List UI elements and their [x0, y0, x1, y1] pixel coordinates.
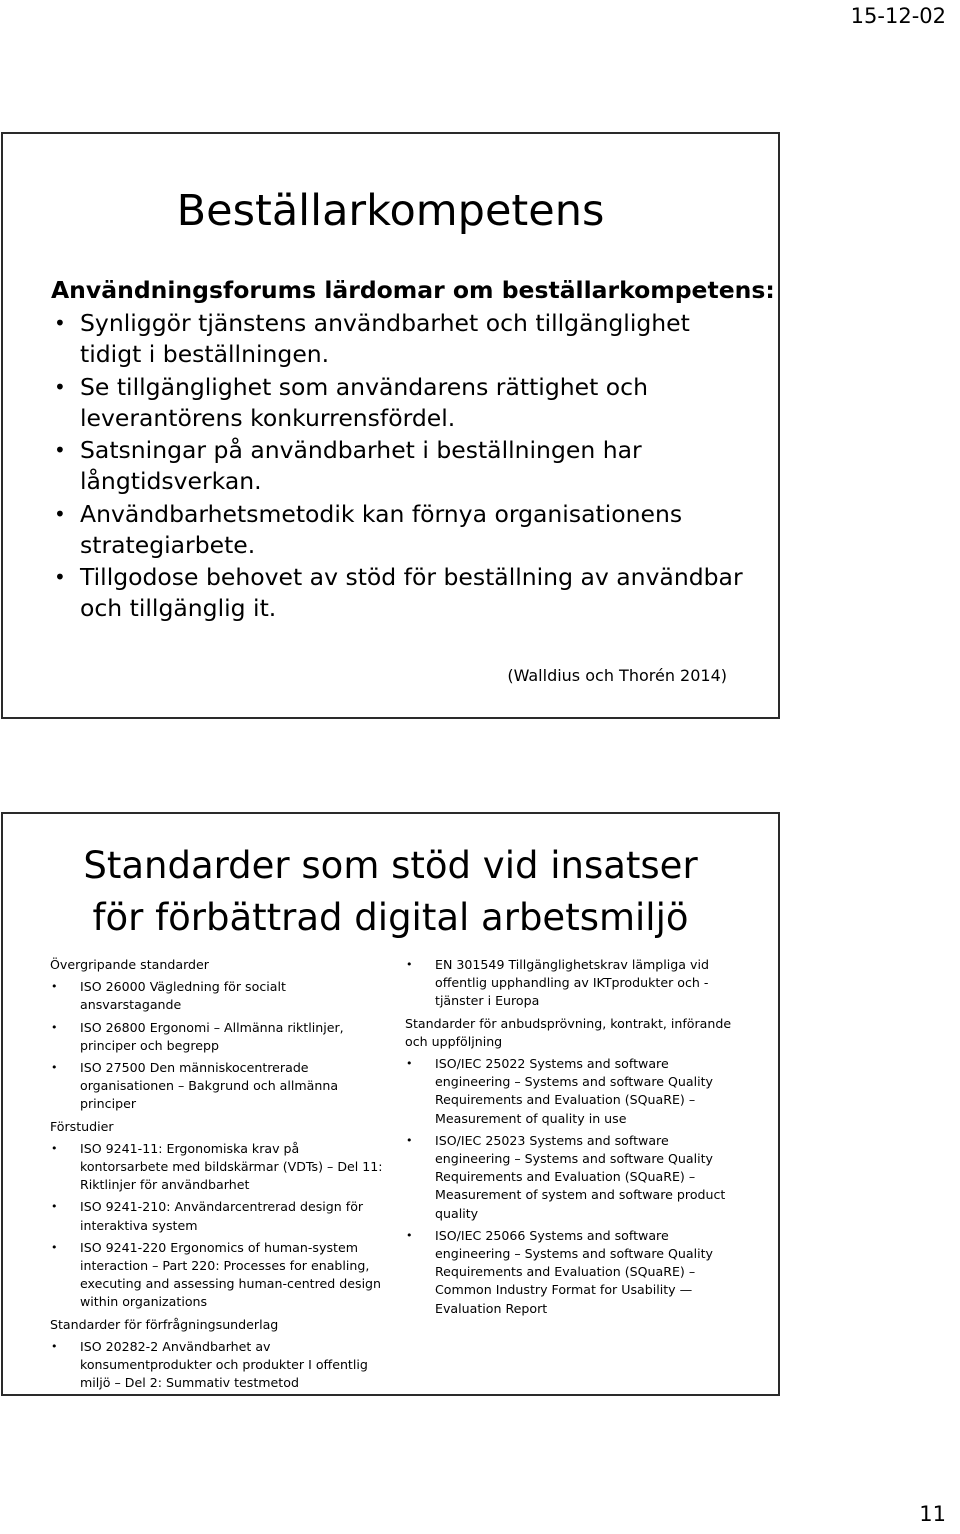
group-label: Standarder för förfrågningsunderlag — [50, 1316, 279, 1332]
title-line-1: Standarder som stöd vid insatser — [83, 844, 698, 887]
left-column — [50, 956, 385, 1396]
group-label: Övergripande standarder — [50, 957, 209, 972]
slide-title: Beställarkompetens — [176, 186, 605, 236]
group-label: Standarder för anbudsprövning, kontrakt, införande och uppföljning — [405, 1015, 732, 1049]
list-item: • Se tillgänglighet som användarens rättighet och leverantörens konkurrensfördel. — [51, 372, 751, 434]
list-item: • ISO 9241-11: Ergonomiska krav på kontorsarbete med bildskärmar (VDTs) – Del 11: Riktlinjer för användbarhet — [50, 1140, 385, 1195]
title-line-2: för förbättrad digital arbetsmiljö — [92, 896, 689, 939]
list-item: • ISO 26800 Ergonomi – Allmänna riktlinjer, principer och begrepp — [50, 1019, 385, 1055]
standards-list — [405, 1055, 735, 1318]
list-item: • Tillgodose behovet av stöd för beställning av användbar och tillgänglig it. — [51, 562, 751, 624]
bullet-list — [51, 308, 751, 626]
list-item: • EN 301549 Tillgänglighetskrav lämpliga vid offentlig upphandling av IKTprodukter och -tjänster i Europa — [405, 956, 735, 1011]
list-item: • Användbarhetsmetodik kan förnya organisationens strategiarbete. — [51, 499, 751, 561]
standards-list — [50, 1338, 385, 1393]
list-item: • ISO/IEC 25023 Systems and software engineering – Systems and software Quality Requirements and Evaluation (SQuaRE) – Measurement of system and software product quality — [405, 1132, 735, 1223]
standards-list — [50, 1140, 385, 1312]
list-item: • ISO/IEC 25022 Systems and software engineering – Systems and software Quality Requirements and Evaluation (SQuaRE) – Measurement of quality in use — [405, 1055, 735, 1128]
list-item: • ISO 9241-210: Användarcentrerad design för interaktiva system — [50, 1198, 385, 1234]
list-item: • ISO/IEC 25066 Systems and software engineering – Systems and software Quality Requirements and Evaluation (SQuaRE) – Common Industry Format for Usability — Evaluation Report — [405, 1227, 735, 1318]
list-item: • ISO 20282-2 Användbarhet av konsumentprodukter och produkter I offentlig miljö – Del 2: Summativ testmetod — [50, 1338, 385, 1393]
group-label: Förstudier — [50, 1118, 114, 1134]
standards-list — [405, 956, 735, 1011]
page-number: 11 — [919, 1502, 946, 1526]
list-item: • Satsningar på användbarhet i beställningen har långtidsverkan. — [51, 435, 751, 497]
page-date: 15-12-02 — [850, 4, 946, 28]
citation: (Walldius och Thorén 2014) — [507, 666, 727, 685]
list-item: • ISO 26000 Vägledning för socialt ansvarstagande — [50, 978, 385, 1014]
list-item: • ISO 9241-220 Ergonomics of human-system interaction – Part 220: Processes for enabling, executing and assessing human-centred design within organizations — [50, 1239, 385, 1312]
slide-heading: Användningsforums lärdomar om beställarkompetens: — [51, 276, 775, 304]
standards-list — [50, 978, 385, 1113]
slide-standarder — [1, 812, 780, 1396]
slide-title — [3, 840, 778, 944]
list-item: • Synliggör tjänstens användbarhet och tillgänglighet tidigt i beställningen. — [51, 308, 751, 370]
list-item: • ISO 27500 Den människocentrerade organisationen – Bakgrund och allmänna principer — [50, 1059, 385, 1114]
slide-bestallarkompetens — [1, 132, 780, 719]
right-column — [405, 956, 735, 1322]
